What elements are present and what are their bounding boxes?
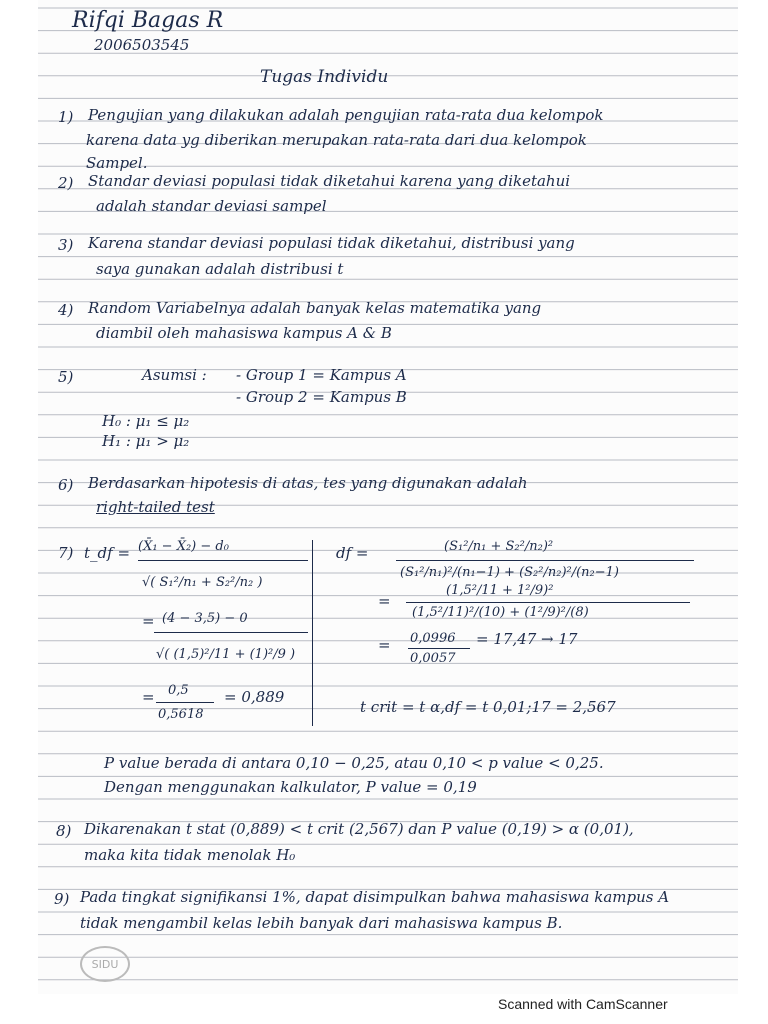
answer-5-h1: H₁ : μ₁ > μ₂ — [102, 432, 190, 450]
fraction-bar — [408, 648, 470, 649]
answer-4-number: 4) — [58, 301, 74, 319]
column-divider — [312, 540, 313, 726]
answer-1-line3: Sampel. — [86, 154, 148, 172]
answer-2-number: 2) — [58, 174, 74, 192]
answer-6-line1: Berdasarkan hipotesis di atas, tes yang digunakan adalah — [88, 474, 528, 492]
df-equals-3: = — [378, 636, 391, 654]
t-numerator-3: 0,5 — [168, 683, 189, 698]
answer-5-group1: - Group 1 = Kampus A — [236, 366, 407, 384]
answer-3-line1: Karena standar deviasi populasi tidak diketahui, distribusi yang — [88, 234, 575, 252]
answer-2-line1: Standar deviasi populasi tidak diketahui karena yang diketahui — [88, 172, 571, 190]
t-numerator-2: (4 − 3,5) − 0 — [162, 611, 248, 626]
student-id: 2006503545 — [94, 36, 190, 54]
t-denominator-1: √( S₁²/n₁ + S₂²/n₂ ) — [142, 575, 263, 590]
answer-3-line2: saya gunakan adalah distribusi t — [96, 260, 344, 278]
df-numerator-2: (1,5²/11 + 1²/9)² — [446, 583, 554, 598]
t-critical: t crit = t α,df = t 0,01;17 = 2,567 — [360, 698, 616, 716]
answer-6-number: 6) — [58, 476, 74, 494]
answer-9-line1: Pada tingkat signifikansi 1%, dapat disimpulkan bahwa mahasiswa kampus A — [80, 888, 670, 906]
df-equals-2: = — [378, 592, 391, 610]
t-denominator-2: √( (1,5)²/11 + (1)²/9 ) — [156, 647, 296, 662]
t-denominator-3: 0,5618 — [158, 707, 204, 722]
scanner-watermark: Scanned with CamScanner — [498, 996, 668, 1012]
answer-5-group2: - Group 2 = Kampus B — [236, 388, 407, 406]
answer-8-line1: Dikarenakan t stat (0,889) < t crit (2,567) dan P value (0,19) > α (0,01), — [84, 820, 634, 838]
answer-6-line2: right-tailed test — [96, 498, 215, 516]
answer-4-line2: diambil oleh mahasiswa kampus A & B — [96, 324, 392, 342]
student-name: Rifqi Bagas R — [72, 8, 224, 33]
fraction-bar — [138, 560, 308, 561]
answer-5-number: 5) — [58, 368, 74, 386]
fraction-bar — [406, 602, 690, 603]
df-denominator-1: (S₁²/n₁)²/(n₁−1) + (S₂²/n₂)²/(n₂−1) — [400, 565, 619, 580]
answer-5-asumsi: Asumsi : — [142, 366, 207, 384]
answer-8-number: 8) — [56, 822, 72, 840]
t-numerator-1: (X̄₁ − X̄₂) − d₀ — [138, 539, 229, 554]
t-lhs: t_df = — [84, 544, 131, 562]
df-lhs: df = — [336, 544, 369, 562]
answer-8-line2: maka kita tidak menolak H₀ — [84, 846, 296, 864]
answer-5-h0: H₀ : μ₁ ≤ μ₂ — [102, 412, 190, 430]
t-equals-2: = — [142, 612, 155, 630]
fraction-bar — [154, 632, 308, 633]
t-equals-3: = — [142, 688, 155, 706]
fraction-bar — [156, 702, 214, 703]
answer-3-number: 3) — [58, 236, 74, 254]
answer-7-number: 7) — [58, 544, 74, 562]
ruled-lines — [38, 0, 738, 994]
df-denominator-3: 0,0057 — [410, 651, 456, 666]
df-result: = 17,47 → 17 — [476, 630, 578, 648]
answer-1-line1: Pengujian yang dilakukan adalah pengujian rata-rata dua kelompok — [88, 106, 604, 124]
notebook-page — [38, 0, 738, 994]
answer-2-line2: adalah standar deviasi sampel — [96, 197, 327, 215]
df-numerator-1: (S₁²/n₁ + S₂²/n₂)² — [444, 539, 554, 554]
df-numerator-3: 0,0996 — [410, 631, 456, 646]
answer-4-line1: Random Variabelnya adalah banyak kelas matematika yang — [88, 299, 542, 317]
answer-9-number: 9) — [54, 890, 70, 908]
df-denominator-2: (1,5²/11)²/(10) + (1²/9)²/(8) — [412, 605, 589, 620]
t-result: = 0,889 — [224, 688, 285, 706]
pvalue-line2: Dengan menggunakan kalkulator, P value = 0,19 — [104, 778, 477, 796]
answer-9-line2: tidak mengambil kelas lebih banyak dari mahasiswa kampus B. — [80, 914, 563, 932]
notebook-brand-stamp: SIDU — [80, 946, 130, 982]
fraction-bar — [396, 560, 694, 561]
answer-1-line2: karena data yg diberikan merupakan rata-rata dari dua kelompok — [86, 131, 587, 149]
page-title: Tugas Individu — [260, 67, 389, 87]
pvalue-line1: P value berada di antara 0,10 − 0,25, atau 0,10 < p value < 0,25. — [104, 754, 604, 772]
answer-1-number: 1) — [58, 108, 74, 126]
